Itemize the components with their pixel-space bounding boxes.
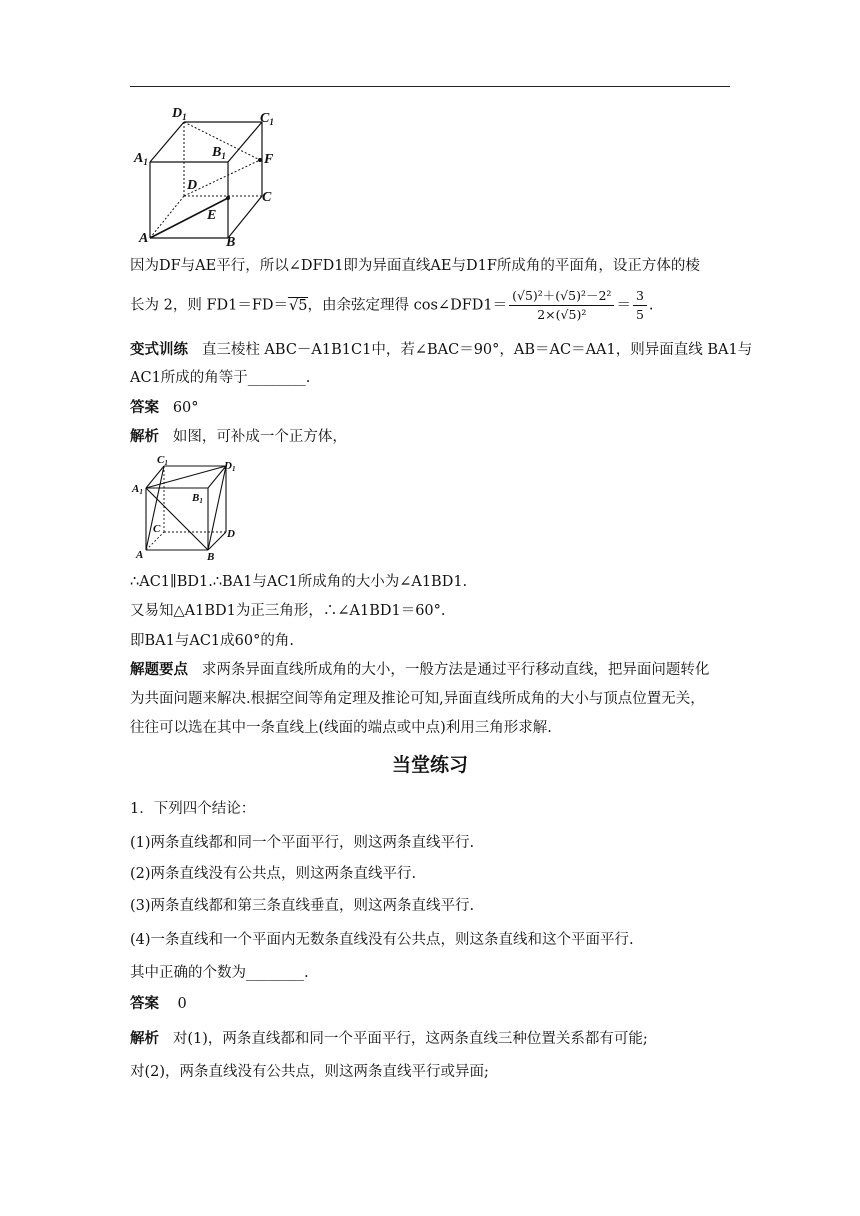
label-A1-fig2: A1 xyxy=(132,483,143,496)
section-title: 当堂练习 xyxy=(391,754,468,776)
result-fraction: $\frac{3}{5}$ xyxy=(633,288,647,323)
answer1: 答案 60° xyxy=(130,399,199,416)
variant-line1: 变式训练 直三棱柱 ABC－A1B1C1中，若∠BAC＝90°，AB＝AC＝AA1，则异面直线 BA1与 xyxy=(130,341,753,358)
analysis2-line2: 对(2)，两条直线没有公共点，则这两条直线平行或异面; xyxy=(130,1064,489,1080)
header-rule xyxy=(130,86,730,87)
label-B1-fig2: B1 xyxy=(192,492,203,505)
q1-option-2: (2)两条直线没有公共点，则这两条直线平行. xyxy=(130,866,417,882)
label-D1: $D_1$ xyxy=(172,106,187,122)
label-C1-fig2: C1 xyxy=(157,454,168,467)
q1-option-1: (1)两条直线都和同一个平面平行，则这两条直线平行. xyxy=(130,835,475,851)
label-C: C xyxy=(262,190,272,205)
sqrt-5: √5 xyxy=(289,297,308,314)
cosine-fraction: $\frac{\text{(√5)²＋(√5)²－2²}}{\text{2×(√5)²}}$ xyxy=(509,288,614,323)
answer2: 答案 0 xyxy=(130,995,187,1012)
step2: 又易知△A1BD1为正三角形，∴∠A1BD1＝60°. xyxy=(130,603,446,619)
q1-ask: 其中正确的个数为________. xyxy=(130,965,309,981)
label-B1: $B_1$ xyxy=(212,145,226,161)
cube-figure-2 xyxy=(130,452,250,564)
label-D1-fig2: D1 xyxy=(224,460,236,473)
label-A1: $A_1$ xyxy=(134,151,148,167)
label-E: E xyxy=(207,208,217,223)
keypoints-line3: 往往可以选在其中一条直线上(线面的端点或中点)利用三角形求解. xyxy=(130,720,552,736)
variant-line2: AC1所成的角等于________. xyxy=(130,370,311,386)
label-B-fig2: B xyxy=(207,551,215,563)
q1-stem: 1．下列四个结论： xyxy=(130,801,256,817)
para1-line1: 因为DF与AE平行，所以∠DFD1即为异面直线AE与D1F所成角的平面角，设正方体的棱 xyxy=(130,258,700,274)
cube-figure-1 xyxy=(130,100,290,250)
step3: 即BA1与AC1成60°的角. xyxy=(130,633,294,649)
analysis1: 解析 如图，可补成一个正方体， xyxy=(130,428,347,445)
label-C-fig2: C xyxy=(153,523,161,535)
q1-option-4: (4)一条直线和一个平面内无数条直线没有公共点，则这条直线和这个平面平行. xyxy=(130,932,634,948)
label-D-fig2: D xyxy=(227,528,235,540)
label-B: B xyxy=(226,235,236,250)
step1: ∴AC1∥BD1.∴BA1与AC1所成角的大小为∠A1BD1. xyxy=(130,574,468,590)
label-A-fig2: A xyxy=(136,549,144,561)
keypoints-line2: 为共面问题来解决.根据空间等角定理及推论可知,异面直线所成角的大小与顶点位置无关， xyxy=(130,691,705,707)
label-F: F xyxy=(264,152,274,167)
label-C1: $C_1$ xyxy=(260,111,274,127)
para1-line2: 长为 2，则 FD1＝FD＝√5，由余弦定理得 cos∠DFD1＝ $\frac{\text{(√5)²＋(√5)²－2²}}{\text{2×(√5)²}}$ ＝ $\frac{3}{5}$ . xyxy=(130,288,654,322)
q1-option-3: (3)两条直线都和第三条直线垂直，则这两条直线平行. xyxy=(130,898,475,914)
keypoints-line1: 解题要点 求两条异面直线所成角的大小，一般方法是通过平行移动直线，把异面问题转化 xyxy=(130,661,710,678)
label-A: A xyxy=(139,231,149,246)
label-D: D xyxy=(187,178,198,193)
analysis2-line1: 解析 对(1)，两条直线都和同一个平面平行，这两条直线三种位置关系都有可能; xyxy=(130,1030,648,1047)
